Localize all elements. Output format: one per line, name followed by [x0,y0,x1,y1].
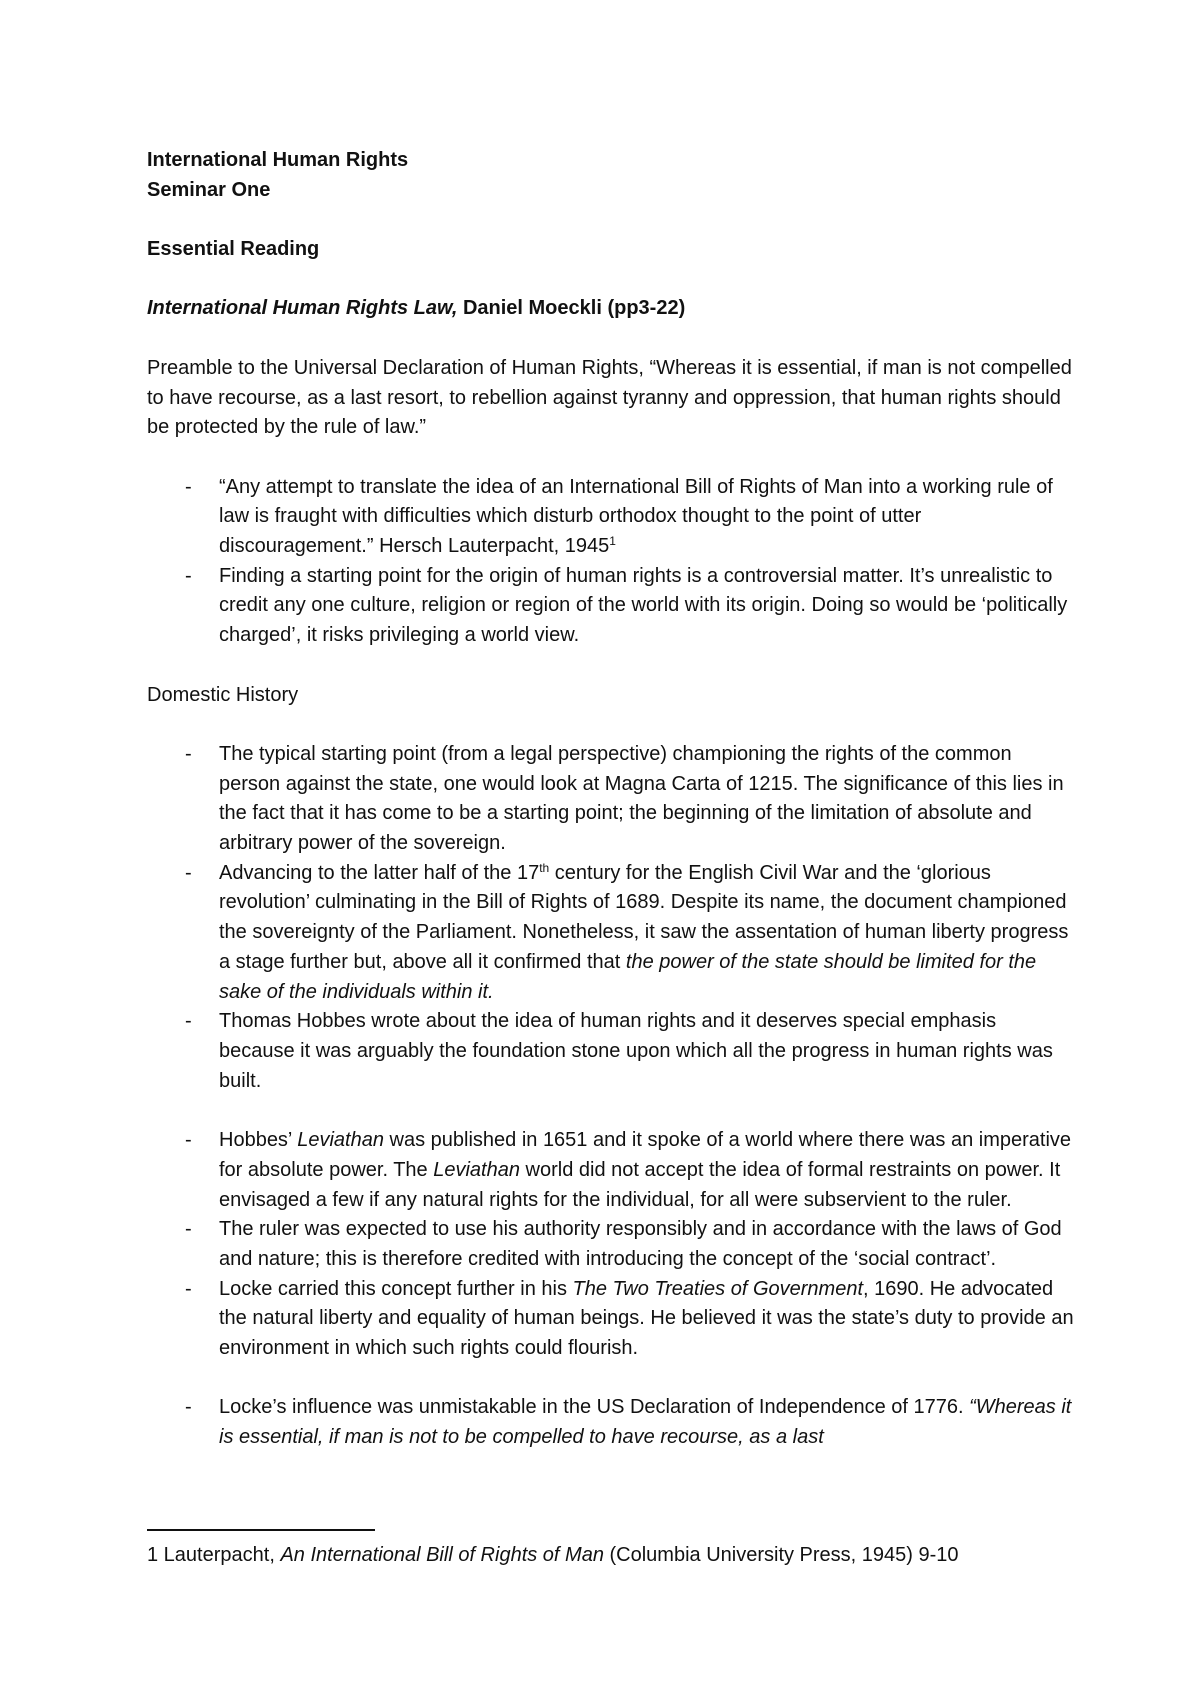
text-run: , 1690. He advocated the natural liberty and equality of human beings. He believed it was the state’s duty to provide an environment in which such rights could flourish. [219,1277,1074,1360]
domestic-list-2 [147,1126,1077,1364]
list-item: - Thomas Hobbes wrote about the idea of human rights and it deserves special emphasis because it was arguably the foundation stone upon which all the progress in human rights was built. [147,1007,1077,1096]
text-run: century for the English Civil War and the ‘glorious revolution’ culminating in the Bill of Rights of 1689. Despite its name, the document championed the sovereignty of the Parliament. Nonetheless, it saw the assentation of human liberty progress a stage further but, above all it confirmed that [219,861,1069,973]
spacer [147,710,1077,740]
book-title: International Human Rights Law, [147,297,458,320]
list-item: - The ruler was expected to use his authority responsibly and in accordance with the laws of God and nature; this is therefore credited with introducing the concept of the ‘social contract’. [147,1215,1077,1274]
spacer [147,651,1077,681]
list-item [147,1275,1077,1364]
reading-reference [147,294,1077,324]
text-run: world did not accept the idea of formal restraints on power. It envisaged a few if any natural rights for the individual, for all were subservient to the ruler. [219,1158,1061,1211]
footnote [147,1541,1077,1571]
document-page [147,146,1077,1453]
section-heading-domestic-history: Domestic History [147,683,299,706]
book-title: The Two Treaties of Government [572,1277,863,1300]
text-run: (Columbia University Press, 1945) 9-10 [603,1544,959,1566]
book-title: Leviathan [433,1158,520,1181]
list-item [147,1126,1077,1215]
book-author-pages: Daniel Moeckli (pp3-22) [457,297,686,320]
text-run: Advancing to the latter half of the 17 [219,861,540,884]
seminar-title: Seminar One [147,178,271,201]
list-item [147,859,1077,1008]
spacer [147,265,1077,295]
course-title: International Human Rights [147,149,409,171]
text-run: Hobbes’ [219,1129,298,1152]
emphasis-text: the power of the state should be limited for the sake of the individuals within it. [219,950,1037,1003]
book-title: An International Bill of Rights of Man [280,1544,604,1566]
udhr-preamble: Preamble to the Universal Declaration of Human Rights, “Whereas it is essential, if man is not compelled to have recourse, as a last resort, to rebellion against tyranny and oppression, that human rights should be protected by the rule of law.” [147,356,1072,439]
spacer [147,324,1077,354]
domestic-list-1 [147,740,1077,1096]
list-item [147,473,1077,562]
spacer [147,205,1077,235]
footnote-ref: 1 [609,534,616,549]
intro-list [147,473,1077,651]
list-item [147,1393,1077,1452]
reading-heading: Essential Reading [147,238,320,261]
text-run: was published in 1651 and it spoke of a world where there was an imperative for absolute power. The [219,1129,1072,1181]
list-item: - The typical starting point (from a legal perspective) championing the rights of the common person against the state, one would look at Magna Carta of 1215. The significance of this lies in the fact that it has come to be a starting point; the beginning of the limitation of absolute and arbitrary power of the sovereign. [147,740,1077,859]
quote-text: “Whereas it is essential, if man is not to be compelled to have recourse, as a last [219,1396,1072,1449]
footnote-divider [147,1529,375,1531]
text-run: 1 Lauterpacht, [147,1544,281,1566]
spacer [147,443,1077,473]
domestic-list-3 [147,1393,1077,1452]
text-run: Locke carried this concept further in his [219,1277,573,1300]
spacer [147,1096,1077,1126]
lauterpacht-quote: “Any attempt to translate the idea of an International Bill of Rights of Man into a working rule of law is fraught with difficulties which disturb orthodox thought to the point of utter discouragement.” Hersch Lauterpacht, 1945 [219,475,1053,558]
list-item: - Finding a starting point for the origin of human rights is a controversial matter. It’s unrealistic to credit any one culture, religion or region of the world with its origin. Doing so would be ‘politically charged’, it risks privileging a world view. [147,562,1077,651]
spacer [147,1364,1077,1394]
book-title: Leviathan [297,1129,384,1152]
ordinal-suffix: th [539,860,550,875]
text-run: Locke’s influence was unmistakable in the US Declaration of Independence of 1776. [219,1396,970,1419]
